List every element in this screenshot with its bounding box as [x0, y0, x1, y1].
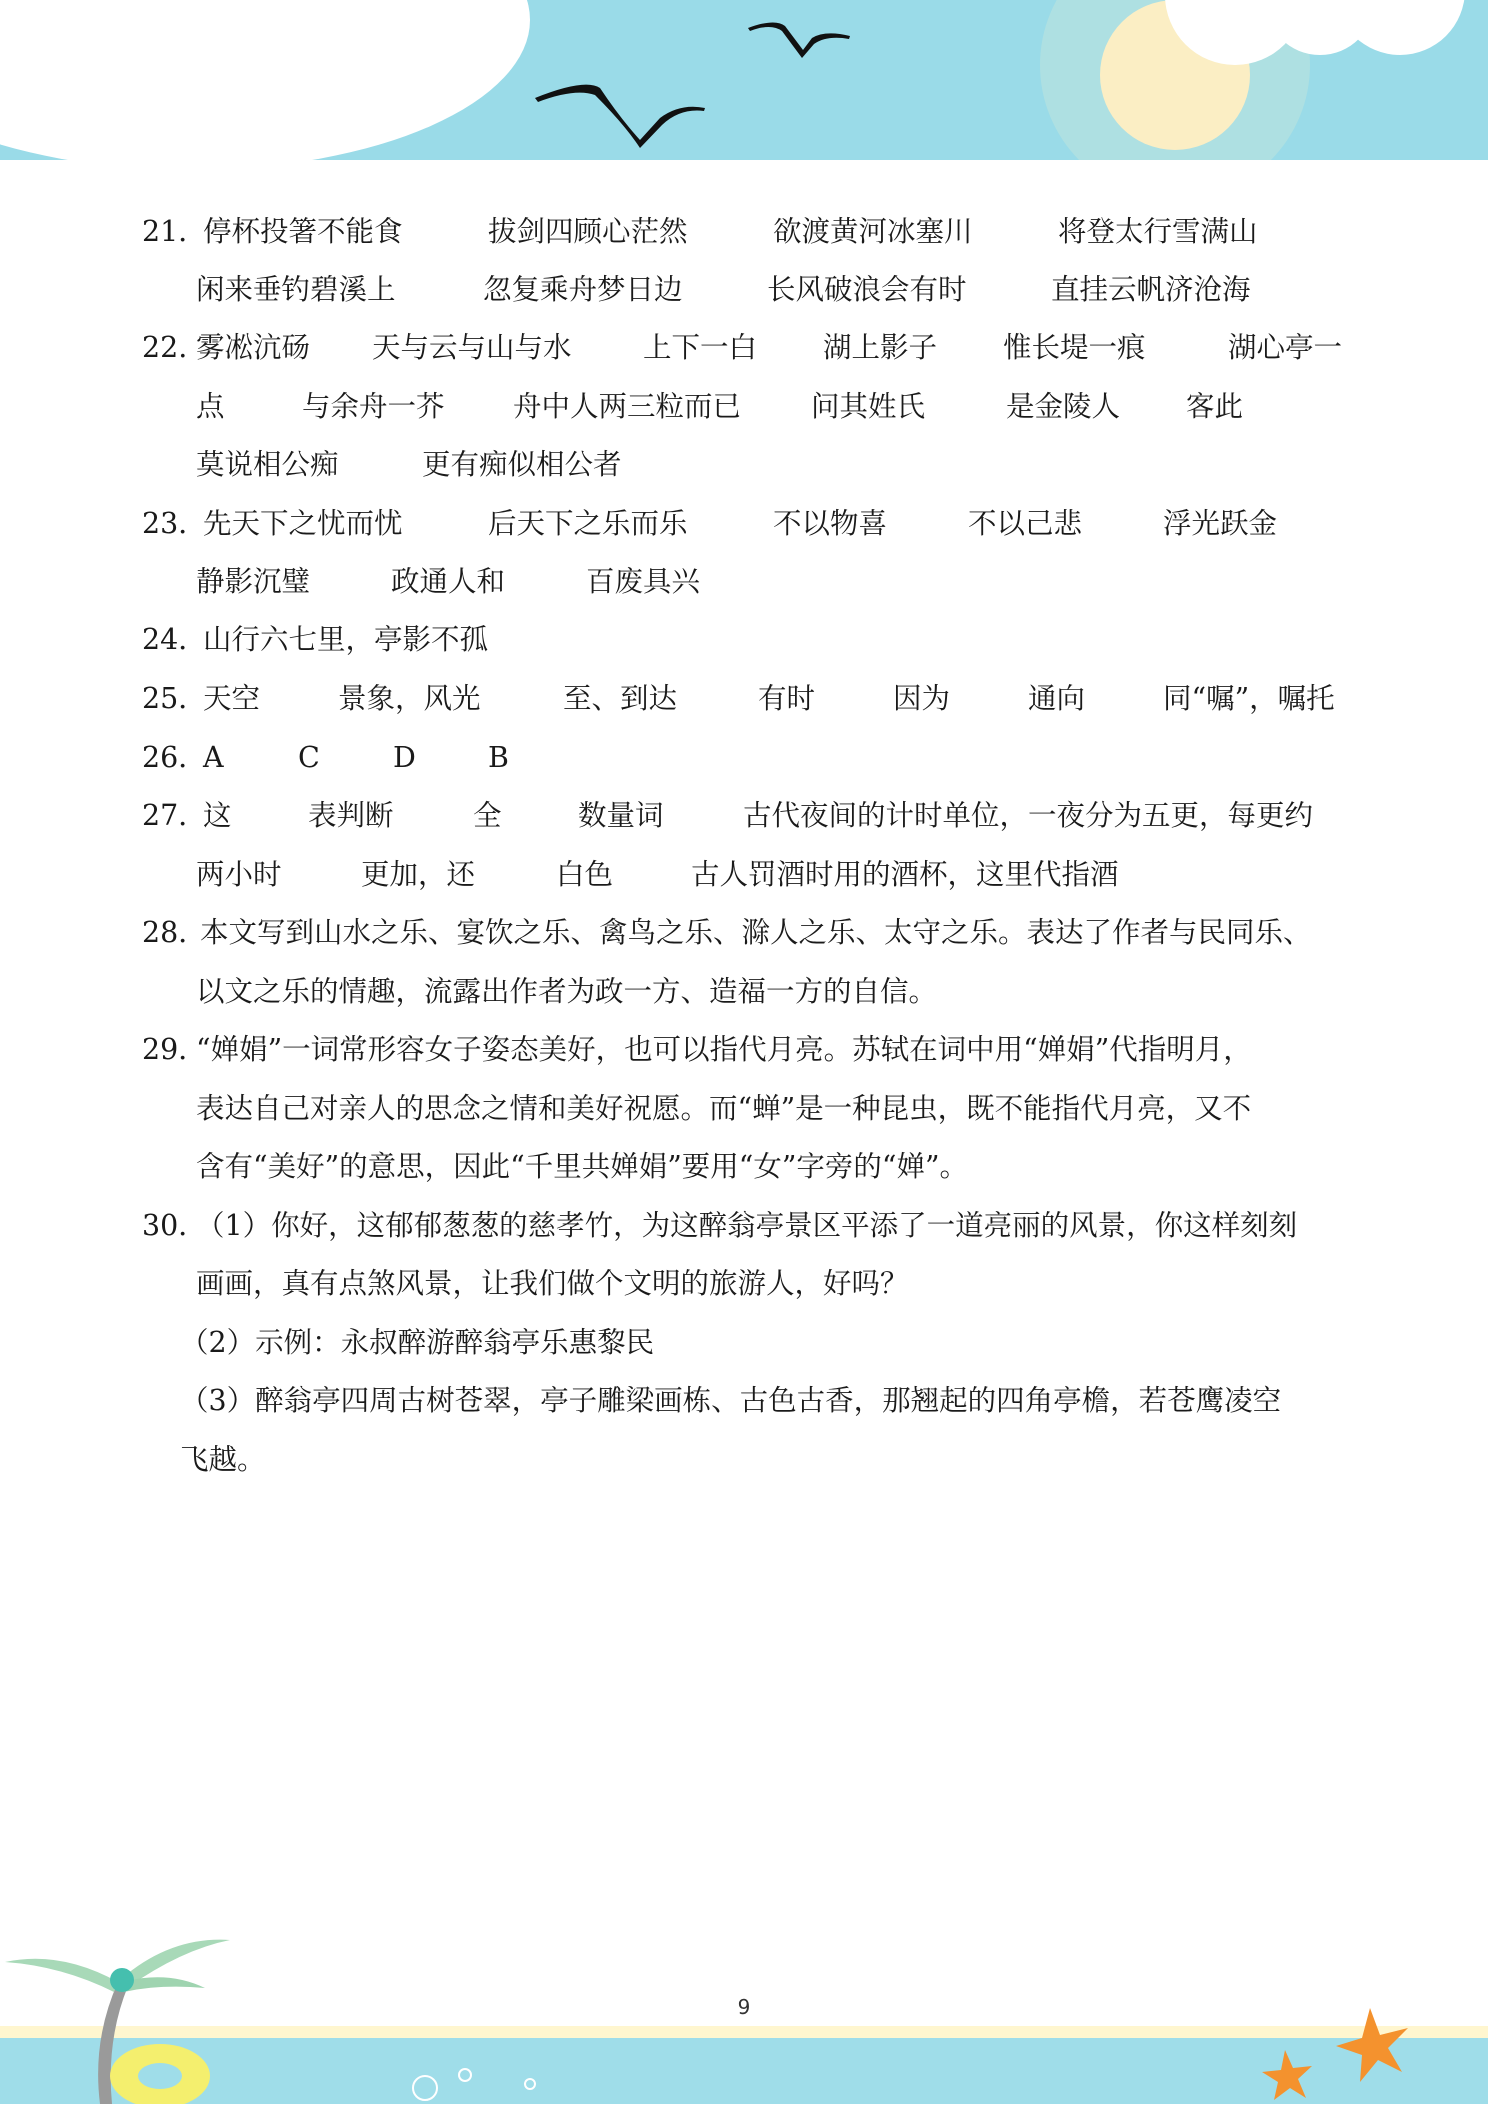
answer-item: 百废具兴 [586, 565, 701, 598]
answer-item: 舟中人两三粒而已 [513, 390, 742, 423]
answer-item: 这 [203, 799, 232, 832]
answer-item: 欲渡黄河冰塞川 [773, 215, 973, 248]
answer-item: 通向 [1028, 682, 1086, 715]
question-number: 27． [142, 799, 207, 832]
question-number: 26． [142, 741, 207, 774]
answer-item: 点 [196, 390, 225, 423]
answer-item: 问其姓氏 [811, 390, 926, 423]
question-number: 23． [142, 507, 207, 540]
answer-item: 湖上影子 [823, 331, 938, 364]
answer-item: 全 [473, 799, 502, 832]
question-number: 24． [142, 623, 207, 656]
answer-item: 后天下之乐而乐 [488, 507, 688, 540]
answer-item: 客此 [1186, 390, 1244, 423]
answer-item: 同“嘱”，嘱托 [1163, 682, 1335, 715]
question-number: 21． [142, 215, 207, 248]
answer-item: 古代夜间的计时单位，一夜分为五更，每更约 [743, 799, 1314, 832]
answer-item: 不以物喜 [773, 507, 888, 540]
answer-choice: B [488, 741, 509, 774]
answer-choice: C [298, 741, 320, 774]
sand-strip [0, 2026, 1488, 2038]
answer-item: 白色 [556, 858, 614, 891]
answer-text: （3）醉翁亭四周古树苍翠，亭子雕梁画栋、古色古香，那翘起的四角亭檐，若苍鹰凌空 [180, 1384, 1282, 1417]
answer-text: （1）你好，这郁郁葱葱的慈孝竹，为这醉翁亭景区平添了一道亮丽的风景，你这样刻刻 [196, 1209, 1298, 1242]
answer-item: 上下一白 [643, 331, 758, 364]
answer-item: 有时 [758, 682, 816, 715]
answer-item: 数量词 [578, 799, 664, 832]
answer-item: 湖心亭一 [1228, 331, 1343, 364]
answer-text: 画画，真有点煞风景，让我们做个文明的旅游人，好吗？ [196, 1267, 909, 1300]
answer-item: 不以己悲 [968, 507, 1083, 540]
answer-text: 表达自己对亲人的思念之情和美好祝愿。而“蝉”是一种昆虫，既不能指代月亮，又不 [196, 1092, 1252, 1125]
answer-item: 闲来垂钓碧溪上 [196, 273, 396, 306]
answer-item: 静影沉璧 [196, 565, 311, 598]
answer-item: 直挂云帆济沧海 [1051, 273, 1251, 306]
answer-text: 含有“美好”的意思，因此“千里共婵娟”要用“女”字旁的“婵”。 [196, 1150, 969, 1183]
answer-item: 天与云与山与水 [372, 331, 572, 364]
answer-item: 莫说相公痴 [196, 448, 339, 481]
answer-item: 将登太行雪满山 [1058, 215, 1258, 248]
answer-item: 两小时 [196, 858, 282, 891]
header-sky-illustration [0, 0, 1488, 170]
answer-text: 飞越。 [180, 1443, 266, 1476]
answer-text: 山行六七里，亭影不孤 [203, 623, 489, 656]
sea-band [0, 2038, 1488, 2104]
answer-item: 是金陵人 [1006, 390, 1121, 423]
question-number: 30． [142, 1209, 207, 1242]
answer-text: 以文之乐的情趣，流露出作者为政一方、造福一方的自信。 [196, 975, 938, 1008]
answer-item: 忽复乘舟梦日边 [483, 273, 683, 306]
answer-item: 更有痴似相公者 [422, 448, 622, 481]
answer-item: 先天下之忧而忧 [203, 507, 403, 540]
answer-text: “婵娟”一词常形容女子姿态美好，也可以指代月亮。苏轼在词中用“婵娟”代指明月， [196, 1033, 1252, 1066]
answer-item: 景象，风光 [338, 682, 481, 715]
answer-text: 本文写到山水之乐、宴饮之乐、禽鸟之乐、滁人之乐、太守之乐。表达了作者与民同乐、 [200, 916, 1312, 949]
answer-item: 雾凇沆砀 [196, 331, 311, 364]
answer-item: 至、到达 [563, 682, 678, 715]
question-number: 22. [142, 331, 188, 364]
answer-item: 浮光跃金 [1163, 507, 1278, 540]
answer-item: 更加，还 [361, 858, 476, 891]
answer-item: 因为 [893, 682, 951, 715]
answer-choice: D [393, 741, 416, 774]
answer-item: 表判断 [308, 799, 394, 832]
answer-item: 政通人和 [391, 565, 506, 598]
answer-text: （2）示例：永叔醉游醉翁亭乐惠黎民 [180, 1326, 655, 1359]
page-number: 9 [737, 1995, 751, 2019]
answer-item: 停杯投箸不能食 [203, 215, 403, 248]
answer-item: 惟长堤一痕 [1003, 331, 1146, 364]
answer-choice: A [203, 741, 224, 774]
question-number: 29． [142, 1033, 207, 1066]
answer-item: 长风破浪会有时 [767, 273, 967, 306]
question-number: 28． [142, 916, 207, 949]
answer-item: 古人罚酒时用的酒杯，这里代指酒 [691, 858, 1119, 891]
answer-item: 与余舟一芥 [302, 390, 445, 423]
answer-item: 天空 [203, 682, 261, 715]
question-number: 25． [142, 682, 207, 715]
answer-item: 拔剑四顾心茫然 [488, 215, 688, 248]
